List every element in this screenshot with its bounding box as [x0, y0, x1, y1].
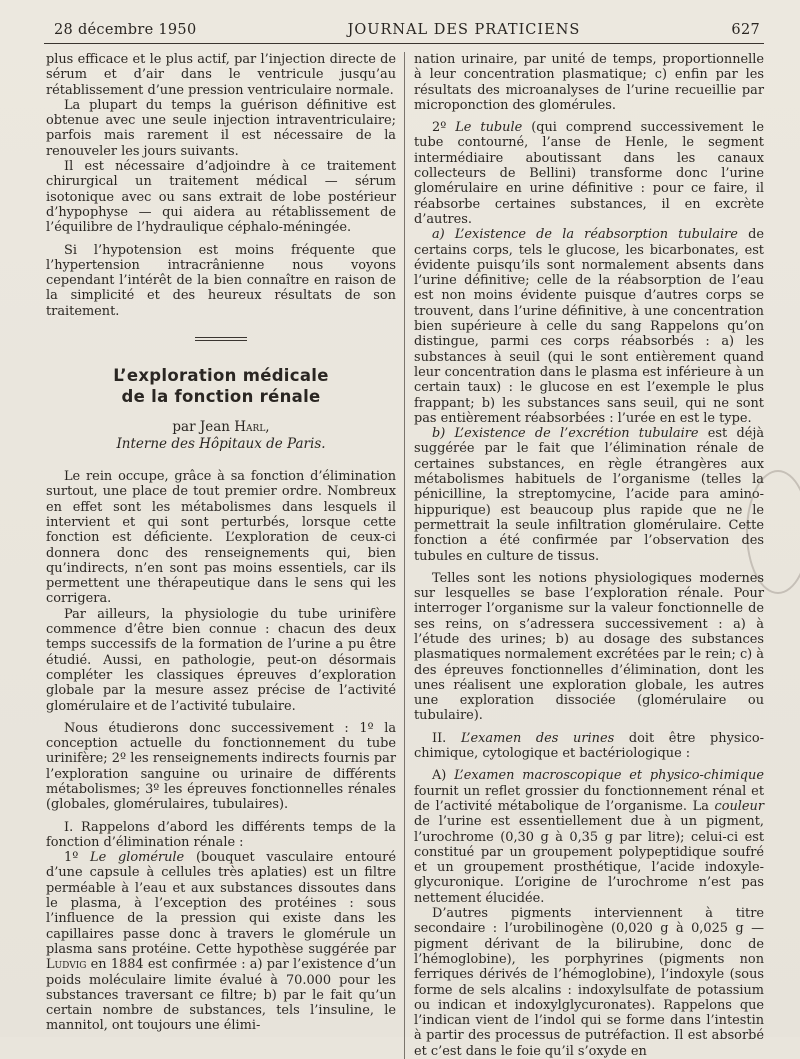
paragraph: Par ailleurs, la physiologie du tube urinifère commence d’être bien connue : chacun des deux temps successifs de la formation de l’urine a pu être étudié. Aussi, en pathologie, peut-on désormais compléter les classiques épreuves d’exploration globale par la mesure assez précise de l’activité glomérulaire et de l’activité tubulaire.	[46, 606, 396, 714]
paragraph: Si l’hypotension est moins fréquente que l’hypertension intracrânienne nous voyons cependant l’intérêt de la bien connaître en raison de la simplicité et des heureux résultats de son traitement.	[46, 242, 396, 319]
paragraph: La plupart du temps la guérison définitive est obtenue avec une seule injection intraventriculaire; parfois mais rarement il est nécessaire de la renouveler les jours suivants.	[46, 97, 396, 159]
emphasis: Le glomérule	[90, 850, 185, 866]
paragraph: a) L’existence de la réabsorption tubulaire de certains corps, tels le glucose, les bicarbonates, est évidente puisqu’ils sont normalement absents dans l’urine définitive; celle de la réabsorption de l’eau est non moins évidente puisque d’autres corps se trouvent, dans l’urine définitive, à une concentration bien supérieure à celle du sang Rappelons qu’on distingue, parmi ces corps réabsorbés : a) les substances à seuil (qui le sont entièrement quand leur concentration dans le plasma est inférieure à un certain taux) : le glucose en est l’exemple le plus frappant; b) les substances sans seuil, qui ne sont pas entièrement réabsorbées : l’urée en est le type.	[414, 227, 764, 426]
cited-name: Ludvig	[46, 957, 87, 973]
paragraph: A) L’examen macroscopique et physico-chimique fournit un reflet grossier du fonctionnement rénal et de l’activité métabolique de l’organisme. La couleur de l’urine est essentiellement due à un pigment, l’urochrome (0,30 g à 0,35 g par litre); celui-ci est constitué par un groupement polypeptidique soufré et un groupement prosthétique, l’acide indoxyle-glycuronique. L’origine de l’urochrome n’est pas nettement élucidée.	[414, 768, 764, 906]
author-affiliation: Interne des Hôpitaux de Paris.	[116, 436, 326, 453]
paragraph: Il est nécessaire d’adjoindre à ce traitement chirurgical un traitement médical — sérum isotonique avec ou sans extrait de lobe postérieur d’hypophyse — qui aidera au rétablissement de l’équilibre de l’hydraulique céphalo-méningée.	[46, 159, 396, 236]
right-column	[414, 52, 764, 1059]
emphasis: b) L’existence de l’excrétion tubulaire	[432, 426, 699, 442]
emphasis: Le tubule	[455, 120, 523, 136]
emphasis: L’examen macroscopique et physico-chimique	[454, 768, 764, 784]
section-separator	[195, 337, 247, 341]
paragraph: Nous étudierons donc successivement : 1º la conception actuelle du fonctionnement du tube urinifère; 2º les renseignements indirects fournis par l’exploration sanguine ou urinaire de différents métabolismes; 3º les épreuves fonctionnelles rénales (globales, glomérulaires, tubulaires).	[46, 720, 396, 813]
article-title	[46, 365, 396, 407]
paragraph: Le rein occupe, grâce à sa fonction d’élimination surtout, une place de tout premier ordre. Nombreux en effet sont les métabolismes dans lesquels il intervient et qui sont perturbés, lorsque cette fonction est déficiente. L’exploration de ceux-ci donnera donc des renseignements qui, bien qu’indirects, n’en sont pas moins essentiels, car ils permettent une thérapeutique dans le sens qui les corrigera.	[46, 469, 396, 607]
paragraph: plus efficace et le plus actif, par l’injection directe de sérum et d’air dans le ventricule jusqu’au rétablissement d’une pression ventriculaire normale.	[46, 52, 396, 98]
article-title-line: de la fonction rénale	[121, 387, 321, 407]
page-header	[44, 22, 764, 44]
paragraph: nation urinaire, par unité de temps, proportionnelle à leur concentration plasmatique; c) enfin par les résultats des microanalyses de l’urine recueillie par microponction des glomérules.	[414, 52, 764, 113]
two-column-body	[44, 52, 764, 1059]
emphasis: couleur	[714, 798, 764, 814]
header-page-number: 627	[731, 22, 760, 38]
paragraph: 2º Le tubule (qui comprend successivement le tube contourné, l’anse de Henle, le segment intermédiaire aboutissant dans les canaux collecteurs de Bellini) transforme donc l’urine glomérulaire en urine définitive : pour ce faire, il réabsorbe certaines substances, il en excrète d’autres.	[414, 120, 764, 227]
author-name: Harl,	[234, 419, 270, 436]
byline-prefix: par Jean	[172, 419, 230, 436]
paragraph: D’autres pigments interviennent à titre secondaire : l’urobilinogène (0,020 g à 0,025 g — pigment dérivant de la bilirubine, donc de l’hémoglobine), les porphyrines (pigments non ferriques dérivés de l’hémoglobine), l’indoxyle (sous forme de sels alcalins : indoxylsulfate de potassium ou indican et indoxylglycuronates). Rappelons que l’indican vient de l’indol qui se forme dans l’intestin à partir des processus de putréfaction. Il est absorbé et c’est dans le foie qu’il s’oxyde en	[414, 906, 764, 1059]
paragraph: b) L’existence de l’excrétion tubulaire est déjà suggérée par le fait que l’élimination rénale de certaines substances, en règle étrangères aux métabolismes habituels de l’organisme (telles la pénicilline, la streptomycine, l’acide para amino-hippurique) est beaucoup plus rapide que ne le permettrait la seule infiltration glomérulaire. Cette fonction a été confirmée par l’observation des tubules en culture de tissus.	[414, 426, 765, 564]
paragraph: Telles sont les notions physiologiques modernes sur lesquelles se base l’exploration rénale. Pour interroger l’organisme sur la valeur fonctionnelle de ses reins, on s’adressera successivement : a) à l’étude des urines; b) au dosage des substances plasmatiques normalement excrétées par le rein; c) à des épreuves fonctionnelles d’élimination, dont les unes réalisent une exploration globale, les autres une exploration dissociée (glomérulaire ou tubulaire).	[414, 570, 764, 724]
paragraph: II. L’examen des urines doit être physico-chimique, cytologique et bactériologique :	[414, 730, 764, 762]
article-byline	[46, 419, 396, 453]
left-column	[46, 52, 396, 1059]
header-date: 28 décembre 1950	[54, 22, 197, 38]
emphasis: L’examen des urines	[460, 730, 615, 746]
emphasis: a) L’existence de la réabsorption tubulaire	[432, 227, 738, 243]
header-journal-name: JOURNAL DES PRATICIENS	[347, 22, 581, 38]
paragraph: 1º Le glomérule (bouquet vasculaire entouré d’une capsule à cellules très aplaties) est un filtre perméable à l’eau et aux substances dissoutes dans le plasma, à l’exception des protéines : sous l’influence de la pression qui existe dans les capillaires passe donc à travers le glomérule un plasma sans protéine. Cette hypothèse suggérée par Ludvig en 1884 est confirmée : a) par l’existence d’un poids moléculaire limite évalué à 70.000 pour les substances traversant ce filtre; b) par le fait qu’un certain nombre de substances, tels l’insuline, le mannitol, ont toujours une élimi-	[46, 850, 396, 1034]
article-title-line: L’exploration médicale	[113, 366, 329, 386]
paragraph: I. Rappelons d’abord les différents temps de la fonction d’élimination rénale :	[46, 819, 396, 850]
